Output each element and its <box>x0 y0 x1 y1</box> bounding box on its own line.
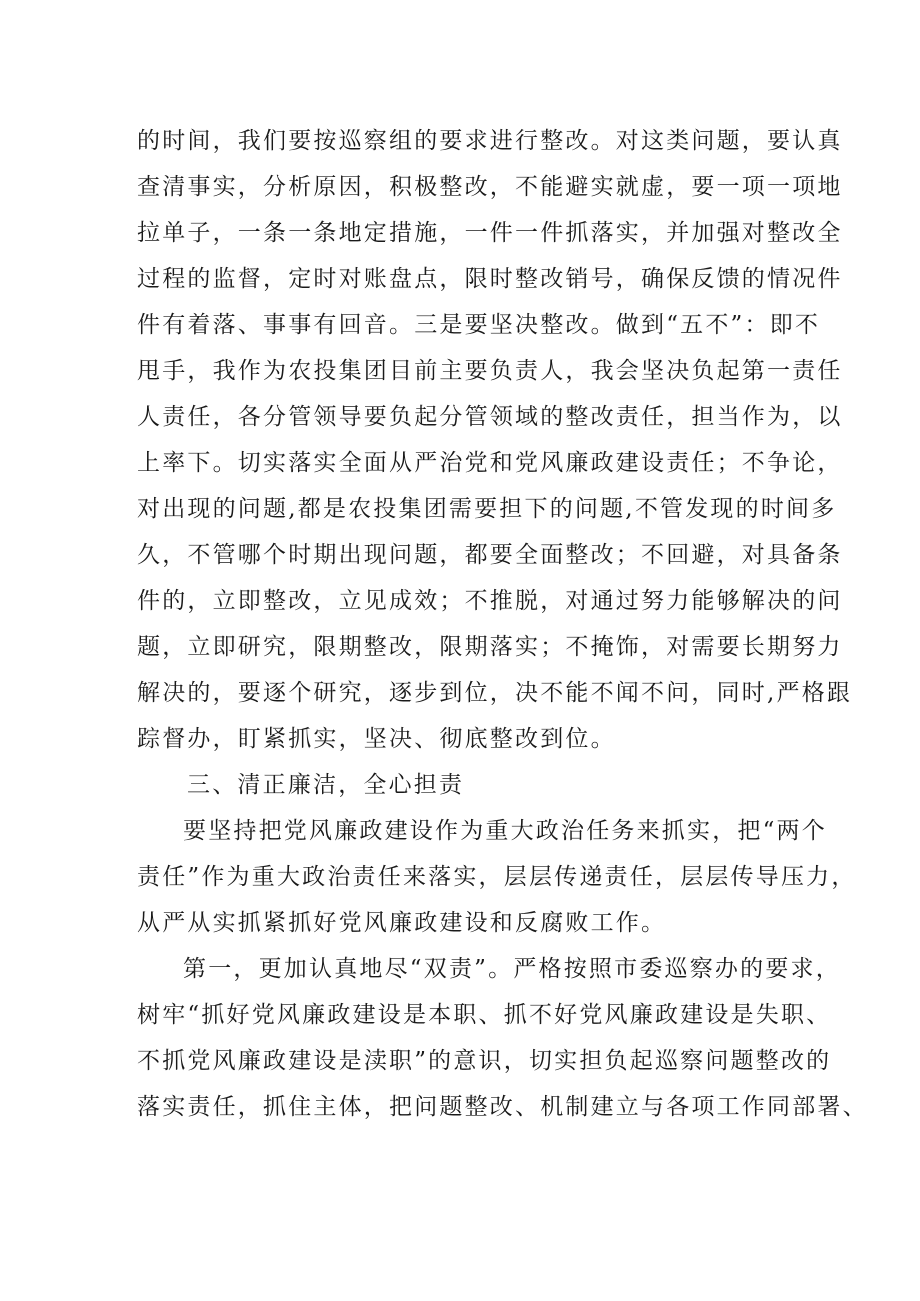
text-line: 拉单子，一条一条地定措施，一件一件抓落实，并加强对整改全 <box>137 220 843 246</box>
text-line: 对出现的问题,都是农投集团需要担下的问题,不管发现的时间多 <box>137 496 837 522</box>
text-line: 责任”作为重大政治责任来落实，层层传递责任，层层传导压力， <box>137 864 857 890</box>
text-line: 过程的监督，定时对账盘点，限时整改销号，确保反馈的情况件 <box>137 266 843 292</box>
paragraph-start-line: 第一，更加认真地尽“双责”。严格按照市委巡察办的要求， <box>183 956 841 982</box>
text-line: 件有着落、事事有回音。三是要坚决整改。做到“五不”：即不 <box>137 312 821 338</box>
section-heading: 三、清正廉洁，全心担责 <box>187 772 465 798</box>
text-line: 人责任，各分管领导要负起分管领域的整改责任，担当作为，以 <box>137 404 843 430</box>
text-line: 上率下。切实落实全面从严治党和党风廉政建设责任；不争论， <box>137 450 843 476</box>
text-line: 件的，立即整改，立见成效；不推脱，对通过努力能够解决的问 <box>137 588 843 614</box>
text-line: 不抓党风廉政建设是渎职”的意识，切实担负起巡察问题整改的 <box>137 1048 832 1074</box>
text-line: 落实责任，抓住主体，把问题整改、机制建立与各项工作同部署、 <box>137 1094 868 1120</box>
body-text <box>137 118 868 1130</box>
text-line: 从严从实抓紧抓好党风廉政建设和反腐败工作。 <box>137 910 667 936</box>
text-line: 树牢“抓好党风廉政建设是本职、抓不好党风廉政建设是失职、 <box>137 1002 832 1028</box>
text-line: 踪督办，盯紧抓实，坚决、彻底整改到位。 <box>137 726 616 752</box>
text-line: 查清事实，分析原因，积极整改，不能避实就虚，要一项一项地 <box>137 174 843 200</box>
text-line: 题，立即研究，限期整改，限期落实；不掩饰，对需要长期努力 <box>137 634 843 660</box>
text-line: 甩手，我作为农投集团目前主要负责人，我会坚决负起第一责任 <box>137 358 843 384</box>
text-line: 久，不管哪个时期出现问题，都要全面整改；不回避，对具备条 <box>137 542 843 568</box>
text-line: 的时间，我们要按巡察组的要求进行整改。对这类问题，要认真 <box>137 128 843 154</box>
text-line: 解决的，要逐个研究，逐步到位，决不能不闻不问，同时,严格跟 <box>137 680 853 706</box>
paragraph-start-line: 要坚持把党风廉政建设作为重大政治任务来抓实，把“两个 <box>183 818 827 844</box>
